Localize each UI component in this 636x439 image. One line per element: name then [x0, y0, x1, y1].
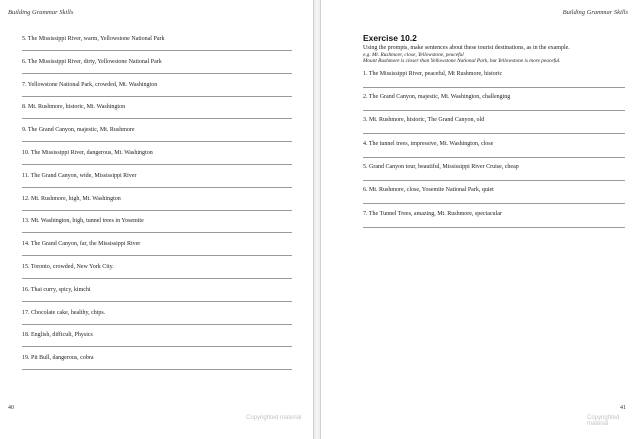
exercise-item	[363, 117, 625, 140]
exercise-item	[22, 173, 292, 196]
answer-line	[22, 255, 292, 256]
exercise-prompt: 3. Mt. Rushmore, historic, The Grand Canyon, old	[363, 117, 485, 124]
answer-line	[363, 180, 625, 181]
answer-line	[22, 50, 292, 51]
exercise-item	[363, 187, 625, 210]
answer-line	[22, 96, 292, 97]
exercise-prompt: 2. The Grand Canyon, majestic, Mt. Washington, challenging	[363, 94, 511, 101]
exercise-item	[363, 94, 625, 117]
exercise-prompt: 14. The Grand Canyon, far, the Mississippi River	[22, 241, 141, 248]
left-page-number: 40	[8, 405, 14, 411]
exercise-prompt: 15. Toronto, crowded, New York City.	[22, 263, 114, 270]
answer-line	[22, 187, 292, 188]
left-page-header: Building Grammar Skills	[8, 9, 74, 16]
right-watermark: Copyrighted material	[587, 415, 620, 427]
answer-line	[363, 133, 625, 134]
exercise-item	[22, 104, 292, 127]
exercise-prompt: 12. Mt. Rushmore, high, Mt. Washington	[22, 195, 121, 202]
exercise-prompt: 9. The Grand Canyon, majestic, Mt. Rushmore	[22, 127, 135, 134]
exercise-prompt: 11. The Grand Canyon, wide, Mississippi River	[22, 172, 137, 179]
exercise-item	[22, 332, 292, 355]
exercise-prompt: 13. Mt. Washington, high, tunnel trees in Yosemite	[22, 218, 144, 225]
exercise-prompt: 5. Grand Canyon tour, beautiful, Mississippi River Cruise, cheap	[363, 164, 519, 170]
answer-line	[363, 227, 625, 228]
left-page	[0, 0, 313, 439]
exercise-item	[22, 36, 292, 59]
answer-line	[22, 164, 292, 165]
exercise-prompt: 4. The tunnel trees, impressive, Mt. Washington, close	[363, 140, 494, 147]
exercise-prompt: 1. The Mississippi River, peaceful, Mt Rushmore, historic	[363, 70, 503, 77]
right-exercise-list	[363, 71, 625, 234]
exercise-instruction: Using the prompts, make sentences about these tourist destinations, as in the example.	[363, 45, 570, 51]
exercise-prompt: 6. The Mississippi River, dirty, Yellowstone National Park	[22, 58, 162, 65]
exercise-prompt: 6. Mt. Rushmore, close, Yosemite National Park, quiet	[363, 187, 494, 194]
exercise-item	[22, 241, 292, 264]
exercise-item	[363, 211, 625, 234]
exercise-prompt: 7. The Tunnel Trees, amazing, Mt. Rushmore, spectacular	[363, 210, 502, 217]
answer-line	[22, 232, 292, 233]
answer-line	[22, 278, 292, 279]
exercise-prompt: 8. Mt. Rushmore, historic, Mt. Washington	[22, 104, 126, 111]
exercise-prompt: 17. Chocolate cake, healthy, chips.	[22, 309, 106, 316]
exercise-item	[363, 71, 625, 94]
exercise-prompt: 18. English, difficult, Physics	[22, 332, 93, 339]
left-exercise-list	[22, 36, 292, 378]
answer-line	[22, 324, 292, 325]
book-gutter	[313, 0, 321, 439]
answer-line	[363, 87, 625, 88]
exercise-item	[22, 310, 292, 333]
exercise-prompt: 10. The Mississippi River, dangerous, Mt. Washington	[22, 149, 153, 156]
exercise-item	[22, 196, 292, 219]
example-answer: Mount Rushmore is closer than Yellowstone National Park, but Yellowstone is more peaceful.	[363, 58, 561, 65]
answer-line	[363, 203, 625, 204]
answer-line	[22, 369, 292, 370]
right-page-number: 41	[620, 405, 626, 411]
exercise-prompt: 19. Pit Bull, dangerous, cobra	[22, 355, 94, 362]
answer-line	[22, 118, 292, 119]
exercise-title: Exercise 10.2	[363, 33, 417, 43]
answer-line	[363, 110, 625, 111]
answer-line	[22, 210, 292, 211]
exercise-item	[22, 150, 292, 173]
answer-line	[22, 73, 292, 74]
exercise-prompt: 16. Thai curry, spicy, kimchi	[22, 286, 91, 293]
answer-line	[22, 141, 292, 142]
exercise-item	[22, 218, 292, 241]
exercise-item	[22, 59, 292, 82]
right-page	[321, 0, 636, 439]
exercise-item	[22, 355, 292, 378]
exercise-item	[363, 141, 625, 164]
right-page-header: Building Grammar Skills	[562, 9, 628, 16]
exercise-item	[22, 82, 292, 105]
exercise-item	[363, 164, 625, 187]
answer-line	[22, 301, 292, 302]
exercise-item	[22, 287, 292, 310]
exercise-item	[22, 127, 292, 150]
answer-line	[363, 157, 625, 158]
exercise-prompt: 7. Yellowstone National Park, crowded, Mt. Washington	[22, 81, 158, 88]
exercise-block	[363, 33, 625, 234]
exercise-prompt: 5. The Mississippi River, warm, Yellowstone National Park	[22, 36, 165, 42]
exercise-item	[22, 264, 292, 287]
left-watermark: Copyrighted material	[246, 415, 302, 421]
answer-line	[22, 346, 292, 347]
example-prompt: e.g. Mt. Rushmore, close, Yellowstone, peaceful	[363, 52, 464, 58]
